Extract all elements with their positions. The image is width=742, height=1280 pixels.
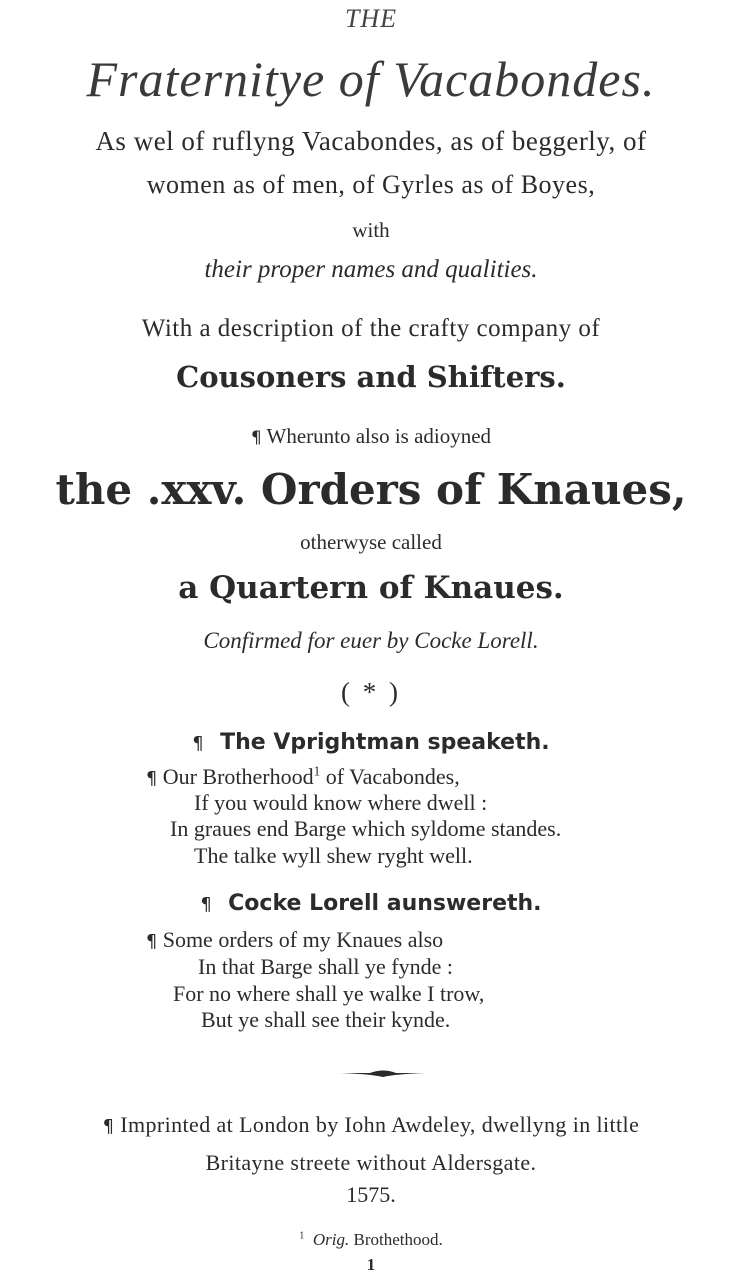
verse1-line1-pre: Our Brotherhood [162,764,314,789]
footnote-mark: 1 [299,1230,305,1242]
with-text: with [352,218,390,242]
pilcrow-icon: ¶ [250,427,262,447]
cocke-lorell-heading [0,890,742,916]
footnote-reference: 1 [313,763,321,779]
pilcrow-icon: ¶ [192,734,204,754]
orders-heading: the .xxv. Orders of Knaues, [55,465,687,514]
verse2-line3: For no where shall ye walke I trow, [173,981,485,1006]
subtitle-line-2: women as of men, of Gyrles as of Boyes, [146,170,596,199]
imprint-year: 1575. [346,1182,396,1207]
verse2-line4: But ye shall see their kynde. [201,1007,451,1032]
verse2-line2: In that Barge shall ye fynde : [198,954,453,979]
imprint-line1 [0,1112,742,1138]
subtitle-line-1: As wel of ruflyng Vacabondes, as of beggerly, of [95,126,647,156]
page-number: 1 [366,1255,376,1274]
ornament-rule [340,1066,426,1080]
imprint-line2: Britayne streete without Aldersgate. [205,1150,537,1175]
pilcrow-icon: ¶ [146,932,158,952]
pilcrow-icon: ¶ [102,1117,115,1137]
verse1-line4: The talke wyll shew ryght well. [194,843,473,868]
pilcrow-icon: ¶ [146,769,158,789]
otherwyse-text: otherwyse called [300,530,442,554]
description-text: With a description of the crafty company of [141,315,601,342]
verse1-line1-post: of Vacabondes, [320,764,460,789]
footnote [0,1230,742,1250]
cocke-lorell-heading-text: Cocke Lorell aunswereth. [228,891,542,916]
imprint-line1-text: Imprinted at London by Iohn Awdeley, dwellyng in little [120,1112,640,1137]
confirmed-text: Confirmed for euer by Cocke Lorell. [203,628,539,653]
whereunto-text: Wherunto also is adioyned [266,424,492,448]
whereunto-line [0,424,742,449]
main-title: Fraternitye of Vacabondes. [86,51,656,107]
footnote-text: Brothethood. [349,1230,443,1249]
title-the: THE [344,4,398,33]
verse1-line3: In graues end Barge which syldome standes. [170,816,562,841]
vprightman-heading [0,729,742,755]
footnote-label: Orig. [312,1230,350,1249]
verse2-line1 [146,927,443,953]
quartern-heading: a Quartern of Knaues. [178,570,564,606]
vprightman-heading-text: The Vprightman speaketh. [220,730,550,755]
asterism: ( * ) [341,677,401,707]
proper-names-text: their proper names and qualities. [204,256,538,283]
verse1-line2: If you would know where dwell : [194,790,488,815]
cousoners-heading: Cousoners and Shifters. [176,360,566,394]
pilcrow-icon: ¶ [200,895,212,915]
verse2-line1-text: Some orders of my Knaues also [162,927,444,952]
verse1-line1 [146,764,460,790]
